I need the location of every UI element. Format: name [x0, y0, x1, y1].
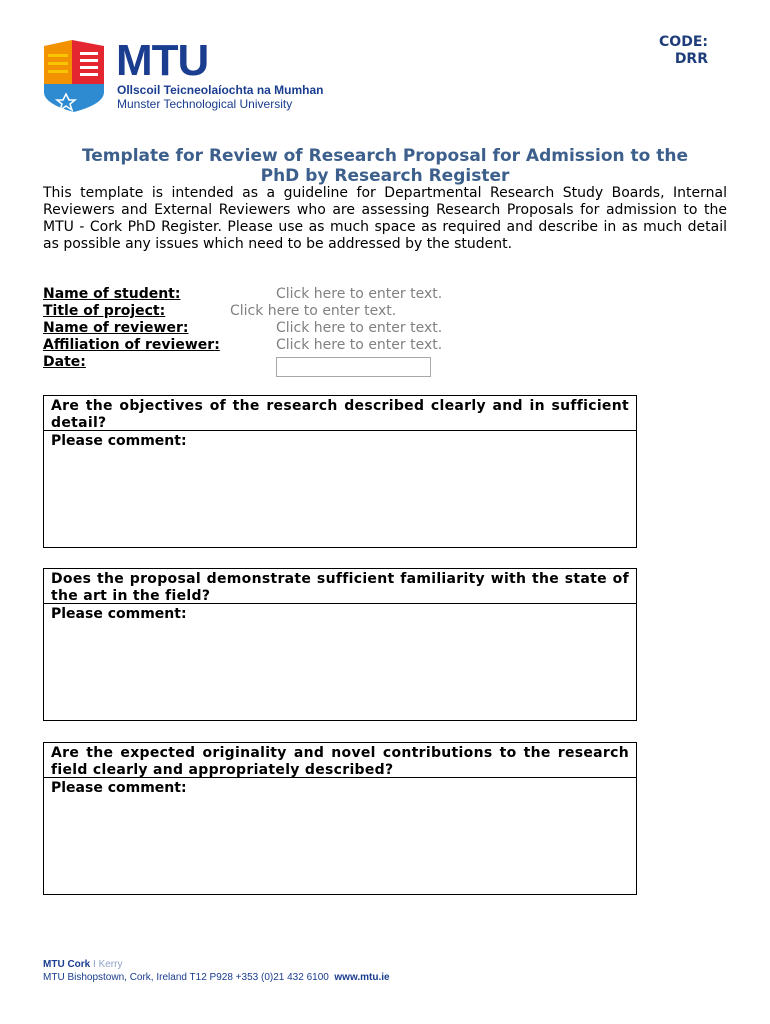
comment-prompt: Please comment: — [51, 780, 187, 796]
page-title — [40, 146, 730, 186]
question-text: Are the objectives of the research described clearly and in sufficient detail? — [44, 396, 636, 431]
comment-area[interactable] — [44, 431, 636, 452]
title-line-1: Template for Review of Research Proposal for Admission to the — [81, 146, 689, 166]
comment-prompt: Please comment: — [51, 433, 187, 449]
affiliation-input[interactable]: Click here to enter text. — [276, 337, 443, 353]
logo-wordmark: MTU — [116, 36, 209, 85]
question-text: Are the expected originality and novel contributions to the research field clearly and appropriately described? — [44, 743, 636, 778]
affiliation-label: Affiliation of reviewer: — [43, 337, 220, 353]
code-value: DRR — [674, 51, 708, 67]
question-box-objectives — [43, 395, 637, 548]
question-text: Does the proposal demonstrate sufficient familiarity with the state of the art in the field? — [44, 569, 636, 604]
field-reviewer — [43, 320, 643, 337]
footer — [43, 958, 390, 984]
project-input[interactable]: Click here to enter text. — [230, 303, 397, 319]
student-label: Name of student: — [43, 286, 181, 302]
reviewer-label: Name of reviewer: — [43, 320, 189, 336]
footer-campuses — [43, 958, 390, 971]
intro-paragraph: This template is intended as a guideline for Departmental Research Study Boards, Internal Reviewers and External Reviewers who are assessing Research Proposals for admission to the MTU - Cork PhD Register. Please use as much space as required and describe in as much detail as possible any issues which need to be addressed by the student. — [43, 185, 727, 252]
reviewer-input[interactable]: Click here to enter text. — [276, 320, 443, 336]
comment-area[interactable] — [44, 778, 636, 799]
project-label: Title of project: — [43, 303, 166, 319]
title-line-2: PhD by Research Register — [260, 166, 510, 186]
code-label: CODE: — [659, 34, 708, 50]
comment-prompt: Please comment: — [51, 606, 187, 622]
footer-separator: I — [93, 959, 96, 970]
field-project — [43, 303, 643, 320]
footer-website-link[interactable]: www.mtu.ie — [334, 972, 390, 983]
reviewer-details — [43, 286, 643, 371]
student-input[interactable]: Click here to enter text. — [276, 286, 443, 302]
logo-english-name: Munster Technological University — [117, 97, 293, 111]
logo-irish-name: Ollscoil Teicneolaíochta na Mumhan — [117, 83, 324, 97]
field-affiliation — [43, 337, 643, 354]
question-box-originality — [43, 742, 637, 895]
question-box-state-of-art — [43, 568, 637, 721]
footer-kerry: Kerry — [98, 959, 123, 970]
document-code — [659, 34, 708, 68]
mtu-logo — [42, 36, 324, 112]
field-student — [43, 286, 643, 303]
date-label: Date: — [43, 354, 86, 370]
comment-area[interactable] — [44, 604, 636, 625]
date-input[interactable] — [276, 357, 431, 377]
footer-address: MTU Bishopstown, Cork, Ireland T12 P928 +353 (0)21 432 6100 — [43, 972, 329, 983]
mtu-crest-icon — [42, 40, 106, 112]
footer-cork: MTU Cork — [43, 959, 91, 970]
footer-address-line — [43, 971, 390, 984]
